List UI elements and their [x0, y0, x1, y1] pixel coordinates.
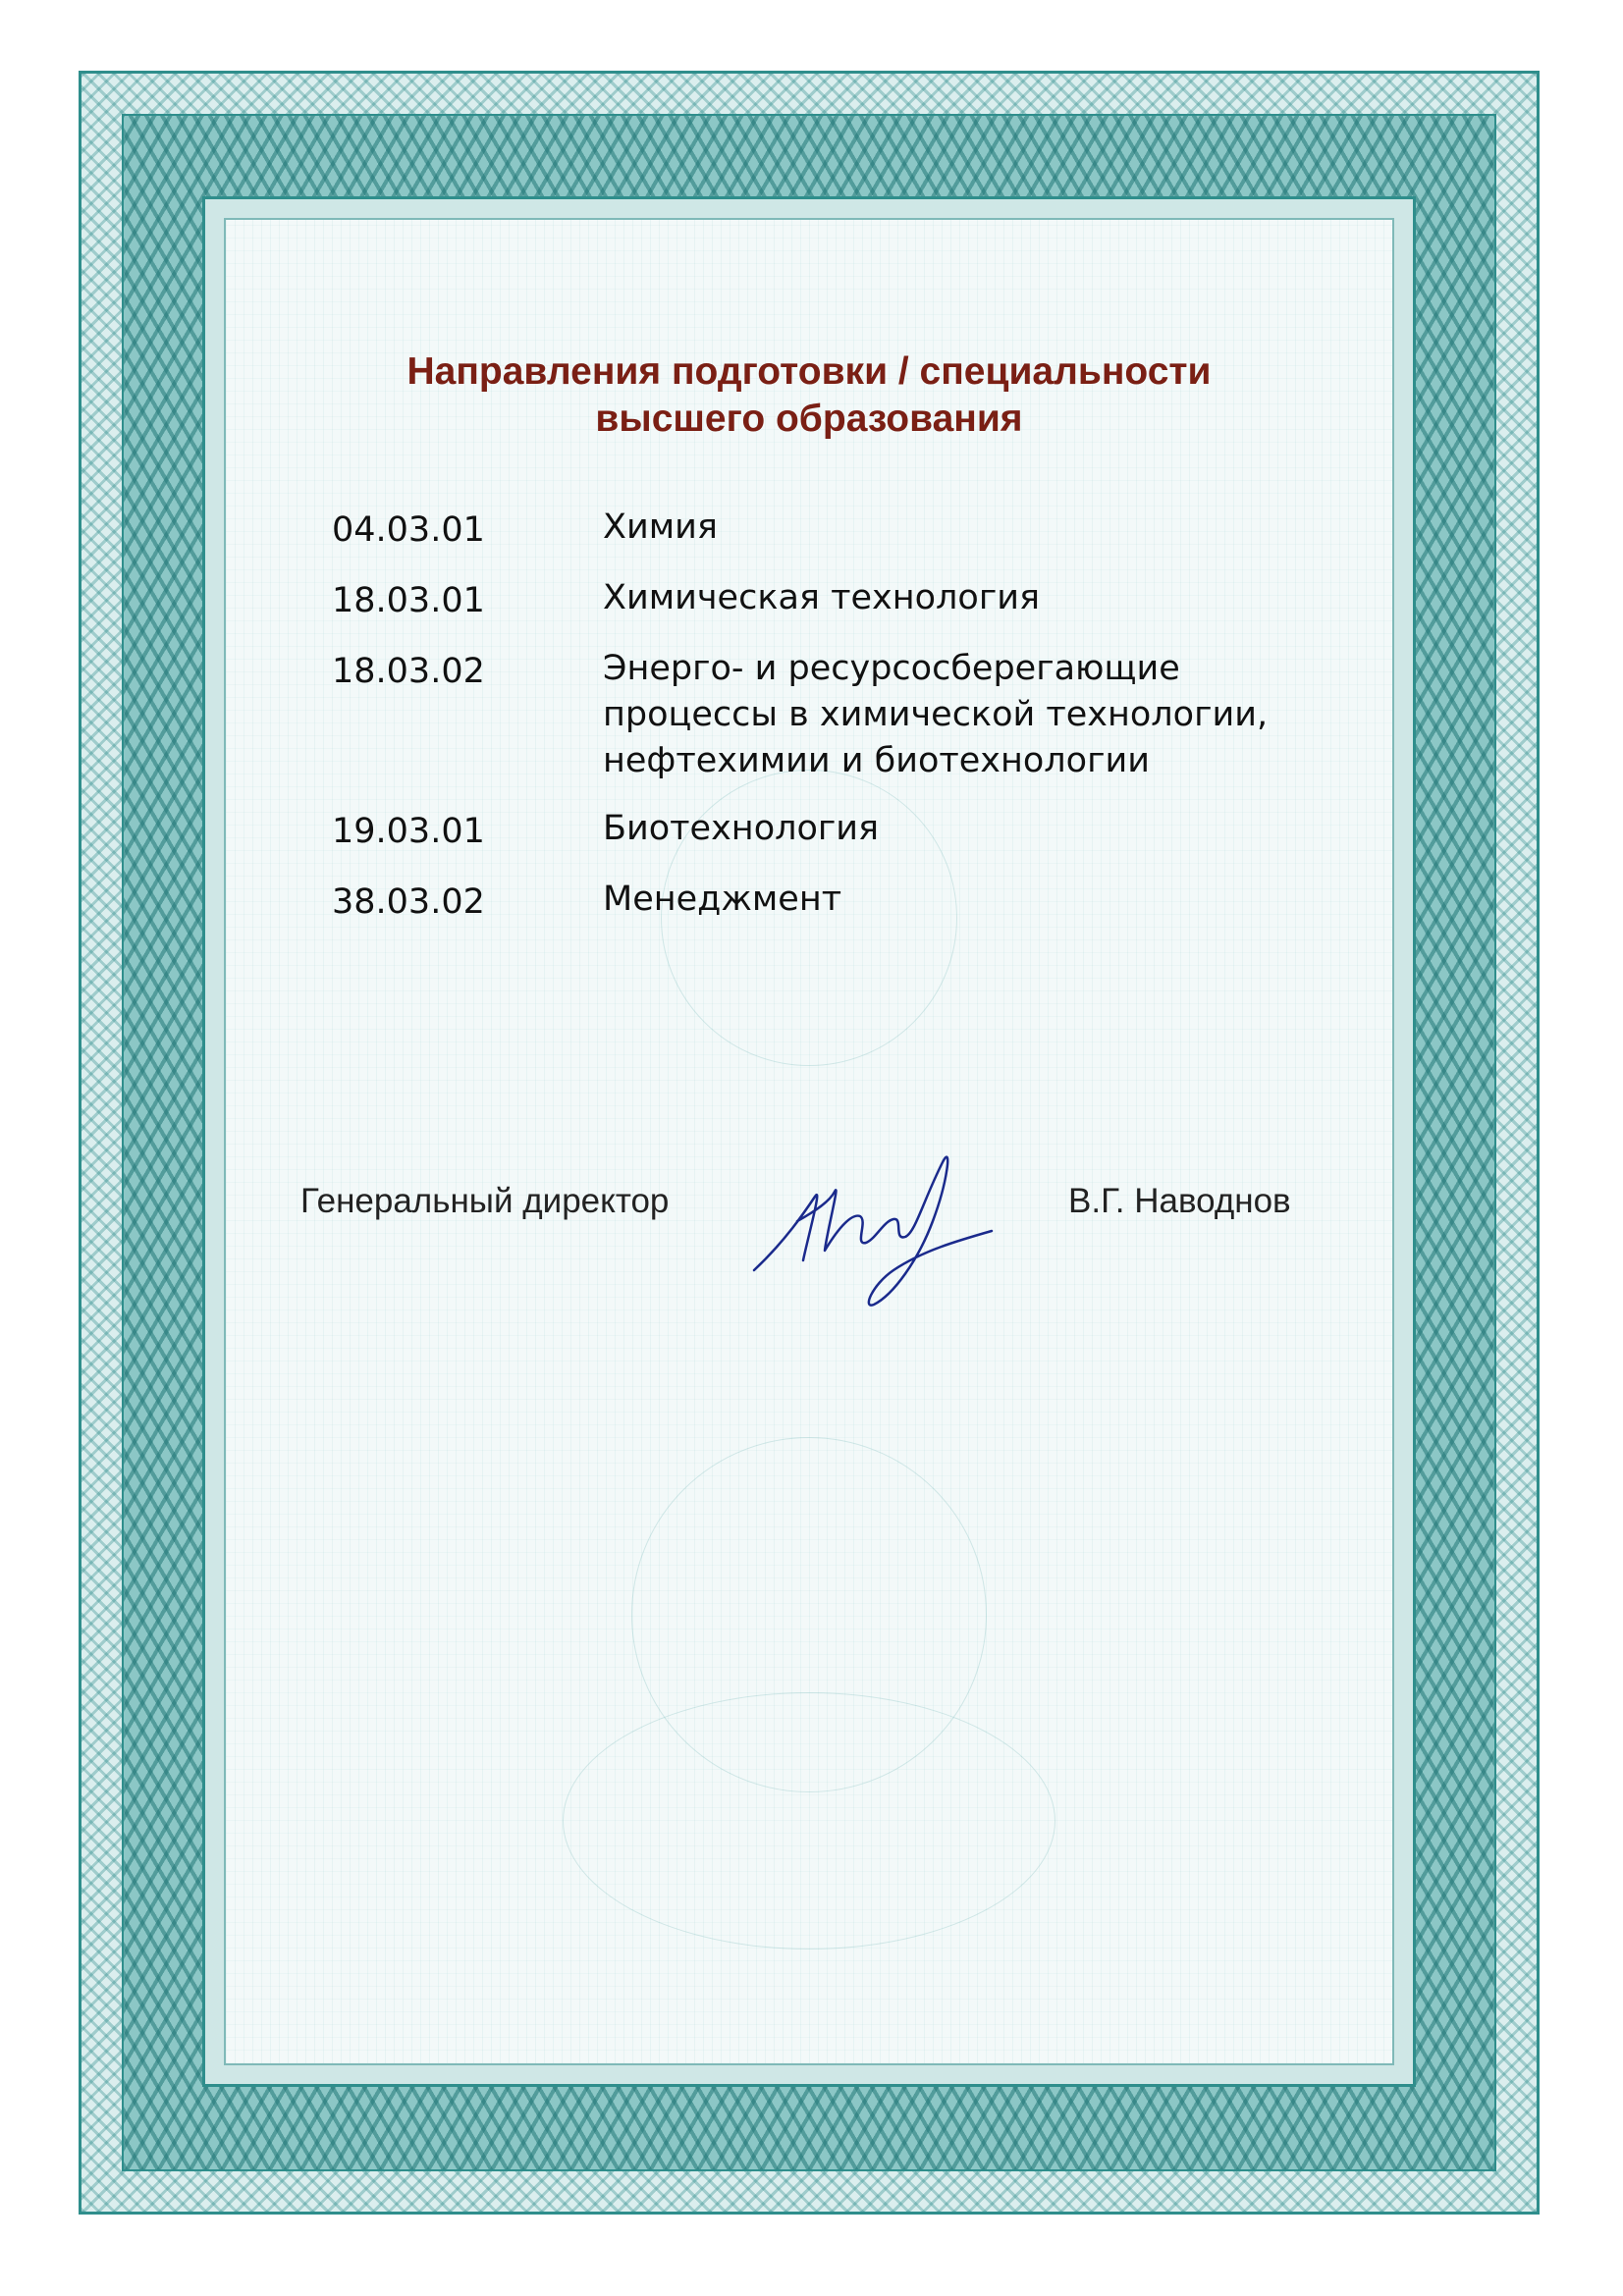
signatory-position: Генеральный директор: [300, 1182, 670, 1220]
document-title: Направления подготовки / специальности: [406, 350, 1212, 393]
program-row: [332, 575, 1363, 624]
signatory-name: В.Г. Наводнов: [1068, 1182, 1291, 1220]
program-name: Химическая технология: [603, 578, 1041, 617]
program-row: [332, 505, 1363, 554]
program-code: 18.03.01: [332, 581, 485, 620]
program-name: Биотехнология: [603, 809, 880, 848]
program-code: 38.03.02: [332, 882, 485, 922]
program-name: Менеджмент: [603, 880, 842, 919]
document-body: [224, 218, 1394, 2065]
background-rosette: [631, 1437, 987, 1792]
program-code: 04.03.01: [332, 510, 485, 550]
document-subtitle: высшего образования: [595, 398, 1023, 440]
signature-block: [226, 1123, 1392, 1319]
programs-list: [332, 505, 1363, 947]
handwritten-signature: [746, 1123, 1001, 1319]
background-rosette: [563, 1692, 1055, 1949]
program-code: 19.03.01: [332, 812, 485, 851]
program-row: [332, 806, 1363, 855]
program-name: Химия: [603, 507, 718, 547]
program-row: [332, 877, 1363, 926]
program-name: Энерго- и ресурсосберегающие процессы в химической технологии, нефтехимии и биотехнологии: [603, 649, 1269, 780]
program-code: 18.03.02: [332, 652, 485, 691]
program-row: [332, 646, 1363, 784]
